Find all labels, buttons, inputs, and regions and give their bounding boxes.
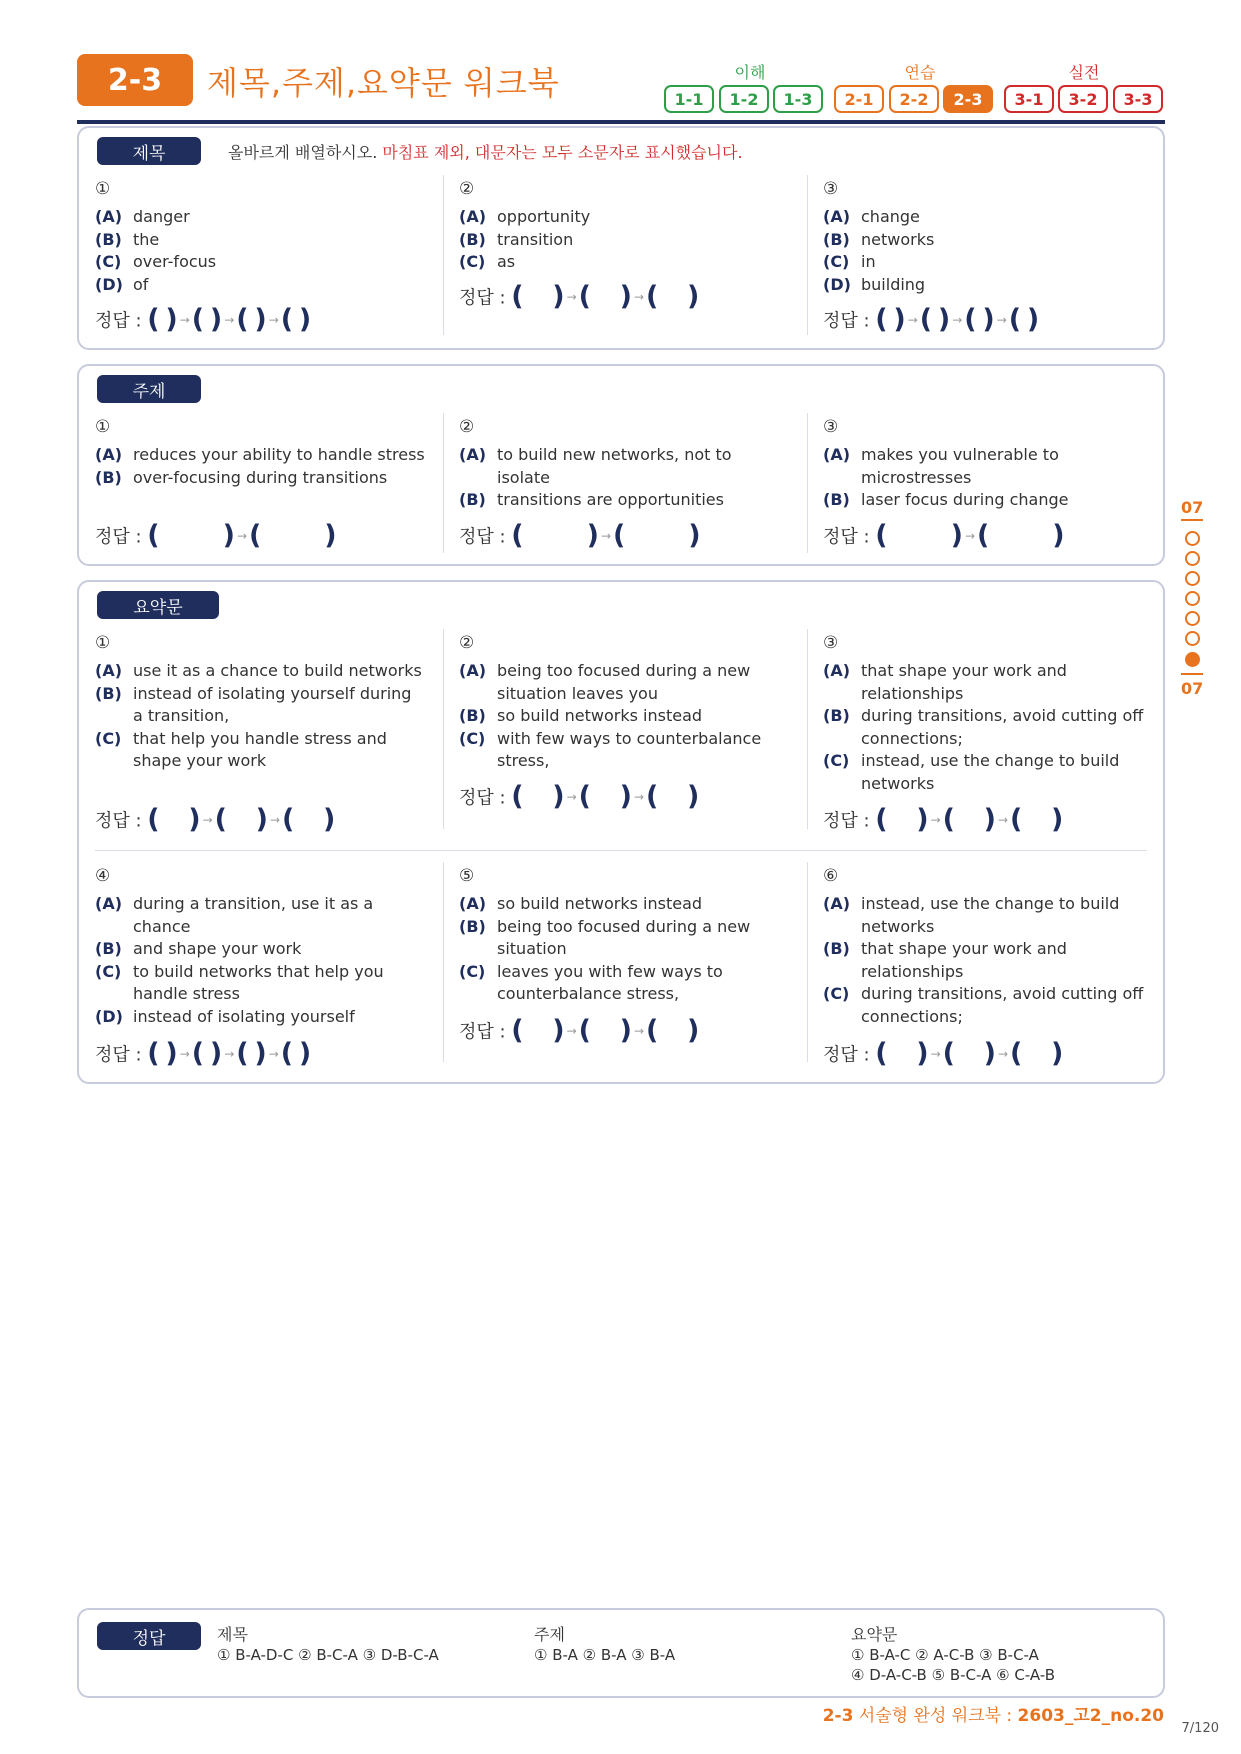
- question-title-2: [459, 178, 789, 274]
- option: (C) leaves you with few ways to counterbalance stress,: [459, 961, 723, 1004]
- answer-line[interactable]: 정답 : ( ) →( ) →( ) →( ): [95, 1038, 312, 1069]
- option: (B) the: [95, 229, 160, 249]
- option: (C) over-focus: [95, 252, 217, 272]
- option: (D) building: [823, 274, 926, 294]
- question-summary-1: [95, 632, 425, 773]
- option: (C) that help you handle stress and shape your work: [95, 728, 387, 771]
- answer-line[interactable]: 정답 : ( ) →( ) →( ): [95, 804, 336, 835]
- question-summary-2: [459, 632, 789, 773]
- option: (B) and shape your work: [95, 939, 302, 959]
- question-title-3: [823, 178, 1153, 296]
- question-number: ②: [459, 179, 475, 199]
- summary-section: [77, 580, 1165, 1084]
- answer-line[interactable]: 정답 : ( ) →( ) →( ) →( ): [823, 304, 1040, 335]
- row-divider: [95, 850, 1147, 851]
- side-tracker-rule: [1181, 673, 1203, 675]
- progress-dot: [1185, 571, 1200, 586]
- stage-button-2-2[interactable]: 2-2: [889, 85, 939, 113]
- answer-key-topic-head: 주제: [534, 1625, 565, 1644]
- progress-dot-current: [1185, 652, 1200, 667]
- answer-key-tag: 정답: [97, 1622, 201, 1650]
- question-title-1: [95, 178, 425, 296]
- column-divider: [807, 413, 808, 553]
- section-tag-topic: 주제: [97, 375, 201, 403]
- stage-button-1-1[interactable]: 1-1: [664, 85, 714, 113]
- answer-line[interactable]: 정답 : ( ) →( ) →( ): [823, 804, 1064, 835]
- answer-line[interactable]: 정답 : ( ) →( ) →( ): [459, 281, 700, 312]
- page-title: 제목,주제,요약문 워크북: [207, 64, 560, 102]
- option: (C) instead, use the change to build networks: [823, 751, 1120, 793]
- column-divider: [807, 862, 808, 1062]
- option: (C) in: [823, 252, 876, 272]
- question-number: ⑤: [459, 866, 475, 886]
- footer-id: 2603_고2_no.20: [1017, 1706, 1164, 1726]
- option: (B) so build networks instead: [459, 706, 703, 726]
- option: (A) so build networks instead: [459, 894, 703, 913]
- option: (A) makes you vulnerable to microstresses: [823, 445, 1059, 487]
- footer-code: 2-3: [822, 1706, 854, 1726]
- option: (B) over-focusing during transitions: [95, 467, 388, 487]
- progress-dot: [1185, 611, 1200, 626]
- option: (D) instead of isolating yourself: [95, 1006, 355, 1026]
- question-summary-3: [823, 632, 1153, 796]
- option: (A) being too focused during a new situation leaves you: [459, 661, 751, 703]
- footer: [823, 1701, 1164, 1726]
- option: (B) being too focused during a new situation: [459, 916, 751, 959]
- answer-line[interactable]: 정답 : ( ) →( ) →( ): [459, 781, 700, 812]
- question-topic-1: [95, 416, 425, 489]
- option: (C) to build networks that help you handle stress: [95, 961, 384, 1004]
- column-divider: [443, 862, 444, 1062]
- question-number: ②: [459, 633, 475, 653]
- question-number: ③: [823, 179, 839, 199]
- stage-button-3-1[interactable]: 3-1: [1004, 85, 1054, 113]
- option: (A) change: [823, 207, 920, 226]
- answer-line[interactable]: 정답 : ( ) →( ) →( ): [823, 1038, 1064, 1069]
- question-summary-6: [823, 865, 1153, 1029]
- instruction-note: 마침표 제외, 대문자는 모두 소문자로 표시했습니다.: [377, 143, 743, 162]
- question-topic-3: [823, 416, 1153, 512]
- option: (B) networks: [823, 229, 935, 249]
- question-number: ③: [823, 417, 839, 437]
- header-rule: [77, 120, 1165, 124]
- column-divider: [807, 629, 808, 829]
- option: (B) transitions are opportunities: [459, 490, 724, 510]
- option: (A) to build new networks, not to isolate: [459, 445, 732, 487]
- stage-button-3-2[interactable]: 3-2: [1058, 85, 1108, 113]
- option: (A) use it as a chance to build networks: [95, 661, 422, 680]
- option: (A) that shape your work and relationships: [823, 661, 1067, 703]
- answer-line[interactable]: 정답 : ( ) →( ): [823, 520, 1065, 551]
- section-tag-summary: 요약문: [97, 591, 219, 619]
- answer-line[interactable]: 정답 : ( ) →( ) →( ) →( ): [95, 304, 312, 335]
- option: (C) as: [459, 252, 516, 272]
- answer-line[interactable]: 정답 : ( ) →( ) →( ): [459, 1015, 700, 1046]
- option: (B) laser focus during change: [823, 490, 1069, 510]
- option: (B) during transitions, avoid cutting off connections;: [823, 706, 1144, 748]
- question-number: ①: [95, 633, 111, 653]
- answer-key-title-head: 제목: [217, 1625, 248, 1644]
- stage-button-3-3[interactable]: 3-3: [1113, 85, 1163, 113]
- question-number: ⑥: [823, 866, 839, 886]
- option: (A) opportunity: [459, 207, 591, 226]
- answer-key-summary-head: 요약문: [851, 1625, 898, 1644]
- question-number: ④: [95, 866, 111, 886]
- option: (B) instead of isolating yourself during a transition,: [95, 683, 412, 726]
- stage-button-2-1[interactable]: 2-1: [834, 85, 884, 113]
- option: (B) that shape your work and relationships: [823, 939, 1067, 981]
- answer-line[interactable]: 정답 : ( ) →( ): [95, 520, 337, 551]
- question-number: ①: [95, 417, 111, 437]
- page-number: 7/120: [1181, 1721, 1219, 1736]
- side-tracker-top-number: 07: [1181, 498, 1204, 517]
- question-summary-4: [95, 865, 425, 1029]
- footer-text: 서술형 완성 워크북 :: [853, 1706, 1018, 1726]
- answer-key-title-row: ① B-A-D-C ② B-C-A ③ D-B-C-A: [217, 1646, 439, 1664]
- answer-key-summary-row: ④ D-A-C-B ⑤ B-C-A ⑥ C-A-B: [851, 1666, 1055, 1684]
- stage-button-1-2[interactable]: 1-2: [719, 85, 769, 113]
- question-number: ①: [95, 179, 111, 199]
- side-tracker-rule: [1181, 519, 1203, 521]
- title-section: [77, 126, 1165, 350]
- stage-label-practice: 연습: [904, 63, 936, 82]
- question-summary-5: [459, 865, 789, 1006]
- section-badge: 2-3: [77, 54, 193, 106]
- progress-dot: [1185, 631, 1200, 646]
- instruction: [228, 140, 743, 163]
- side-tracker-bottom-number: 07: [1181, 679, 1204, 698]
- stage-label-real: 실전: [1068, 63, 1100, 82]
- answer-key: [77, 1608, 1165, 1698]
- column-divider: [443, 175, 444, 335]
- option: (C) during transitions, avoid cutting off connections;: [823, 984, 1144, 1026]
- answer-key-summary-row: ① B-A-C ② A-C-B ③ B-C-A: [851, 1646, 1039, 1664]
- option: (A) danger: [95, 207, 190, 226]
- question-number: ③: [823, 633, 839, 653]
- progress-dot: [1185, 591, 1200, 606]
- section-tag-title: 제목: [97, 137, 201, 165]
- option: (C) with few ways to counterbalance stress,: [459, 728, 762, 771]
- instruction-main: 올바르게 배열하시오.: [228, 143, 378, 162]
- option: (A) during a transition, use it as a chance: [95, 894, 374, 936]
- stage-button-2-3[interactable]: 2-3: [943, 85, 993, 113]
- question-topic-2: [459, 416, 789, 512]
- option: (A) instead, use the change to build networks: [823, 894, 1120, 936]
- stage-label-understand: 이해: [734, 63, 766, 82]
- column-divider: [807, 175, 808, 335]
- option: (B) transition: [459, 229, 574, 249]
- topic-section: [77, 364, 1165, 566]
- progress-dot: [1185, 531, 1200, 546]
- answer-key-topic-row: ① B-A ② B-A ③ B-A: [534, 1646, 676, 1664]
- progress-dot: [1185, 551, 1200, 566]
- stage-button-1-3[interactable]: 1-3: [773, 85, 823, 113]
- option: (D) of: [95, 274, 149, 294]
- column-divider: [443, 629, 444, 829]
- question-number: ②: [459, 417, 475, 437]
- answer-line[interactable]: 정답 : ( ) →( ): [459, 520, 701, 551]
- column-divider: [443, 413, 444, 553]
- option: (A) reduces your ability to handle stress: [95, 445, 425, 464]
